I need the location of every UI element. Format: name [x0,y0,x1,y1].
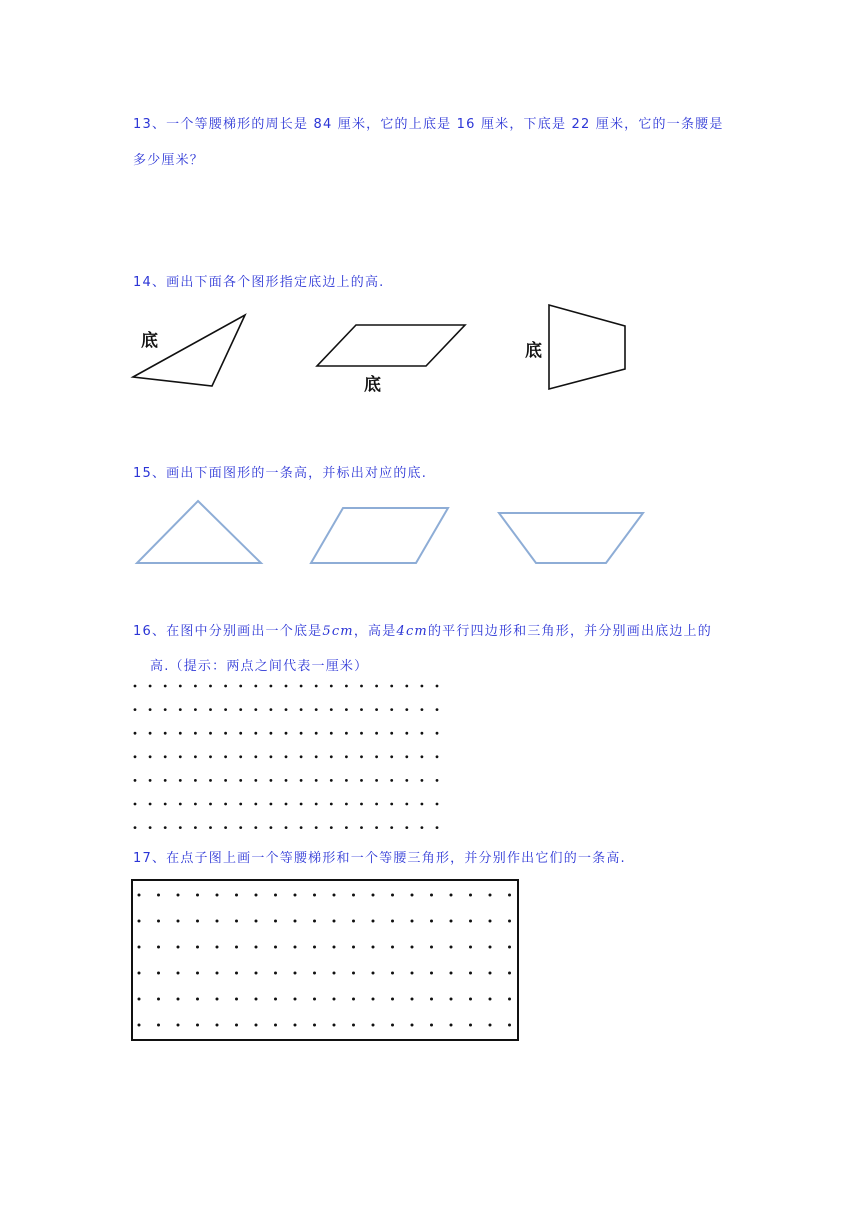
q13-line1: 13、一个等腰梯形的周长是 84 厘米，它的上底是 16 厘米，下底是 22 厘米，它的一条腰是 [133,117,724,132]
q16-grid-dot [194,732,197,735]
q16-grid-dot [134,803,137,806]
q17-grid-dot [430,946,433,949]
q16-grid-dot [134,779,137,782]
q17-grid-dot [157,920,160,923]
q16-grid-dot [149,803,152,806]
q16-grid-dot [239,803,242,806]
q16-grid-dot [164,779,167,782]
q17-grid-dot [430,972,433,975]
q16-base-unit: cm [331,624,354,639]
q16-grid-dot [270,732,273,735]
q16-grid-dot [360,779,363,782]
q16-grid-dot [209,732,212,735]
q17-grid-dot [352,894,355,897]
q15-trapezoid [499,513,643,563]
q16-grid-dot [345,685,348,688]
q17-grid-dot [196,920,199,923]
q16-height-unit: cm [405,624,428,639]
q16-grid-dot [194,826,197,829]
q14-parallelogram [317,325,465,366]
q17-grid-dot [157,998,160,1001]
q17-grid-dot [177,998,180,1001]
q16-grid-dot [421,826,424,829]
q17-grid-dot [196,894,199,897]
q16-grid-dot [330,779,333,782]
q17-grid-dot [391,894,394,897]
q17-grid-dot [274,998,277,1001]
q17-grid-dot [138,946,141,949]
q17-grid-dot [255,894,258,897]
q16-grid-dot [405,826,408,829]
q17-grid-dot [489,972,492,975]
q16-grid-dot [134,755,137,758]
q17-grid-dot [411,946,414,949]
q16-grid-dot [345,708,348,711]
q17-grid-dot [508,894,511,897]
q16-grid-dot [390,732,393,735]
q17-grid-dot [313,998,316,1001]
q17-grid-dot [216,1024,219,1027]
q17-grid-dot [138,894,141,897]
q16-grid-dot [315,685,318,688]
q16-grid-dot [315,708,318,711]
q16-grid-dot [224,755,227,758]
q17-grid-dot [391,920,394,923]
q17-grid-dot [489,946,492,949]
q17-grid-dot [430,1024,433,1027]
q16-grid-dot [179,732,182,735]
q16-grid-dot [270,685,273,688]
q16-grid-dot [345,779,348,782]
q16-grid-dot [345,803,348,806]
q16-grid-dot [270,755,273,758]
q16-grid-dot [239,685,242,688]
q16-grid-dot [270,779,273,782]
q16-grid-dot [390,708,393,711]
q16-grid-dot [254,708,257,711]
q16-grid-dot [405,779,408,782]
q16-grid-dot [239,826,242,829]
q16-grid-dot [345,755,348,758]
q16-grid-dot [254,685,257,688]
q16-grid-dot [134,732,137,735]
q16-grid-dot [239,708,242,711]
q17-grid-dot [430,894,433,897]
q17-grid-dot [391,946,394,949]
q16-grid-dot [149,708,152,711]
q17-grid-dot [450,920,453,923]
q16-grid-dot [436,685,439,688]
q17-grid-dot [274,1024,277,1027]
q17-grid-dot [352,920,355,923]
q17-grid-dot [469,894,472,897]
q16-grid-dot [360,732,363,735]
q16-grid-dot [390,685,393,688]
q16-grid-dot [285,732,288,735]
q16-grid-dot [239,779,242,782]
q16-grid-dot [330,755,333,758]
q17-grid-dot [235,894,238,897]
q17-grid-dot [177,1024,180,1027]
q16-grid-dot [421,732,424,735]
q17-grid-dot [411,894,414,897]
q17-grid-dot [469,1024,472,1027]
q17-grid-dot [333,1024,336,1027]
q17-grid-dot [177,946,180,949]
q17-grid-dot [313,894,316,897]
q17-grid-dot [196,998,199,1001]
q17-grid-dot [469,946,472,949]
q16-grid-dot [421,685,424,688]
q17-grid-dot [450,1024,453,1027]
q16-grid-dot [194,685,197,688]
q17-grid-dot [469,998,472,1001]
q17-grid-dot [313,946,316,949]
q17-grid-dot [411,998,414,1001]
q16-grid-dot [360,803,363,806]
q16-grid-dot [285,779,288,782]
q17-grid-dot [372,972,375,975]
q16-grid-dot [164,685,167,688]
q16-grid-dot [179,803,182,806]
q16-grid-dot [194,755,197,758]
q16-grid-dot [179,779,182,782]
q17-grid-dot [157,972,160,975]
q17-grid-dot [411,972,414,975]
q17-grid-dot [333,894,336,897]
q16-grid-dot [375,826,378,829]
q16-grid-dot [405,755,408,758]
q16-grid-dot [194,708,197,711]
q17-grid-dot [391,972,394,975]
q17-grid-dot [372,920,375,923]
q17-grid-dot [274,920,277,923]
q16-grid-dot [209,685,212,688]
q16-grid-dot [390,803,393,806]
q16-grid-dot [330,685,333,688]
q16-grid-dot [224,708,227,711]
q17-grid-dot [352,972,355,975]
q16-grid-dot [224,826,227,829]
q17-grid-dot [508,1024,511,1027]
q16-grid-dot [405,803,408,806]
q16-grid-dot [270,826,273,829]
q17-grid-dot [157,1024,160,1027]
q16-grid-dot [315,755,318,758]
q17-grid-dot [216,946,219,949]
q17-grid-dot [177,920,180,923]
q16-grid-dot [164,755,167,758]
q16-grid-dot [375,732,378,735]
q17-grid-dot [235,998,238,1001]
q17-grid-dot [352,998,355,1001]
q17-grid-dot [216,894,219,897]
q17-grid-dot [196,946,199,949]
q16-grid-dot [330,826,333,829]
q17-grid-dot [138,920,141,923]
q17-grid-dot [313,920,316,923]
q16-grid-dot [300,732,303,735]
q16-grid-dot [209,779,212,782]
q16-grid-dot [300,779,303,782]
q14-triangle-base-label: 底 [141,331,158,351]
q16-mid: ，高是 [353,624,397,639]
q16-grid-dot [300,685,303,688]
q16-grid-dot [375,708,378,711]
q16-grid-dot [254,732,257,735]
q16-grid-dot [436,826,439,829]
q16-grid-dot [375,685,378,688]
q16-grid-dot [149,755,152,758]
q16-grid-dot [239,755,242,758]
q16-grid-dot [285,685,288,688]
q16-suffix: 的平行四边形和三角形，并分别画出底边上的 [427,624,712,639]
q17-grid-dot [508,946,511,949]
q16-grid-dot [224,779,227,782]
q16-grid-dot [285,826,288,829]
q14-parallelogram-base-label: 底 [364,375,381,395]
q16-grid-dot [390,755,393,758]
q17-grid-dot [430,920,433,923]
q17-grid-dot [294,920,297,923]
q17-grid-dot [274,894,277,897]
q17-grid-dot [372,1024,375,1027]
q16-prefix: 16、在图中分别画出一个底是 [133,624,323,639]
q16-grid-dot [209,755,212,758]
q17-grid-dot [177,894,180,897]
q16-grid-dot [164,826,167,829]
q15-parallelogram [311,508,448,563]
q16-grid-dot [179,708,182,711]
q17-grid-dot [391,998,394,1001]
q16-grid-dot [270,708,273,711]
q16-grid-dot [375,779,378,782]
q17-grid-dot [274,972,277,975]
q16-grid-dot [239,732,242,735]
q16-grid-dot [360,685,363,688]
q17-grid-dot [411,920,414,923]
q16-grid-dot [164,708,167,711]
q16-grid-dot [300,826,303,829]
q16-grid-dot [134,685,137,688]
q17-grid-dot [235,920,238,923]
q17-grid-dot [489,998,492,1001]
q16-grid-dot [436,755,439,758]
q17-grid-dot [196,972,199,975]
q16-grid-dot [300,803,303,806]
q17-grid-dot [352,1024,355,1027]
q16-grid-dot [149,732,152,735]
q16-grid-dot [315,732,318,735]
q16-grid-dot [285,755,288,758]
q16-grid-dot [194,779,197,782]
q17-grid-dot [196,1024,199,1027]
q16-grid-dot [390,779,393,782]
q16-grid-dot [179,826,182,829]
q16-grid-dot [345,732,348,735]
q17-grid-frame [132,880,518,1040]
q16-grid-dot [375,803,378,806]
q16-grid-dot [405,708,408,711]
q16-grid-dot [330,732,333,735]
q17-grid-dot [313,1024,316,1027]
q16-grid-dot [330,803,333,806]
q16-grid-dot [254,803,257,806]
q16-grid-dot [436,803,439,806]
q17-grid-dot [216,920,219,923]
q16-grid-dot [405,732,408,735]
q16-grid-dot [390,826,393,829]
q17-grid-dot [430,998,433,1001]
q16-grid-dot [421,803,424,806]
q17-grid-dot [157,894,160,897]
q14-trapezoid [549,305,625,389]
q17-grid-dot [352,946,355,949]
q17-grid-dot [294,946,297,949]
q16-grid-dot [164,803,167,806]
q16-grid-dot [224,685,227,688]
q16-line2: 高.（提示：两点之间代表一厘米） [150,659,369,674]
q16-grid-dot [179,755,182,758]
q16-grid-dot [209,803,212,806]
q16-grid-dot [300,708,303,711]
q17-grid-dot [508,998,511,1001]
q16-grid-dot [300,755,303,758]
q17-grid-dot [489,920,492,923]
q16-grid-dot [149,826,152,829]
q16-grid-dot [315,803,318,806]
q16-grid-dot [149,779,152,782]
q16-grid-dot [164,732,167,735]
q15-triangle [137,501,261,563]
q16-grid-dot [209,708,212,711]
q17-grid-dot [372,998,375,1001]
q17-grid-dot [255,998,258,1001]
q17-grid-dot [138,998,141,1001]
q14-text: 14、画出下面各个图形指定底边上的高. [133,275,385,290]
q16-grid-dot [421,708,424,711]
q17-grid-dot [255,1024,258,1027]
q17-grid-dot [235,946,238,949]
q17-grid-dot [450,946,453,949]
q17-grid-dot [138,972,141,975]
q16-grid-dot [436,779,439,782]
q16-grid-dot [270,803,273,806]
q16-grid-dot [421,779,424,782]
q16-grid-dot [360,826,363,829]
q14-triangle [133,315,245,386]
q17-grid-dot [235,972,238,975]
q16-grid-dot [209,826,212,829]
q17-grid-dot [177,972,180,975]
q16-grid-dot [330,708,333,711]
q17-grid-dot [157,946,160,949]
q17-grid-dot [216,972,219,975]
q17-grid-dot [391,1024,394,1027]
q16-grid-dot [375,755,378,758]
q16-grid-dot [179,685,182,688]
q17-grid-dot [294,998,297,1001]
q16-grid-dot [345,826,348,829]
q16-grid-dot [194,803,197,806]
q17-grid-dot [333,972,336,975]
q17-grid-dot [313,972,316,975]
q16-grid-dot [360,708,363,711]
q16-grid-dot [405,685,408,688]
q16-grid-dot [134,708,137,711]
q16-base-value: 5 [322,624,332,639]
q16-grid-dot [360,755,363,758]
q16-grid-dot [134,826,137,829]
q17-grid-dot [450,998,453,1001]
q13-line2: 多少厘米？ [133,153,205,168]
q17-grid-dot [294,894,297,897]
q16-grid-dot [149,685,152,688]
q17-text: 17、在点子图上画一个等腰梯形和一个等腰三角形，并分别作出它们的一条高. [133,851,626,866]
q17-grid-dot [274,946,277,949]
q17-grid-dot [508,920,511,923]
q17-grid-dot [372,894,375,897]
q16-grid-dot [224,732,227,735]
q17-grid-dot [411,1024,414,1027]
q17-grid-dot [450,894,453,897]
q17-grid-dot [294,972,297,975]
q17-grid-dot [450,972,453,975]
q16-grid-dot [285,708,288,711]
q16-grid-dot [285,803,288,806]
q17-grid-dot [333,998,336,1001]
q17-grid-dot [294,1024,297,1027]
q16-height-value: 4 [396,624,406,639]
q16-grid-dot [436,732,439,735]
q15-text: 15、画出下面图形的一条高，并标出对应的底. [133,466,428,481]
q16-grid-dot [436,708,439,711]
q16-grid-dot [254,779,257,782]
q17-grid-dot [255,946,258,949]
q16-grid-dot [315,826,318,829]
q17-grid-dot [216,998,219,1001]
q17-grid-dot [469,972,472,975]
q14-trapezoid-base-label: 底 [525,341,542,361]
q16-grid-dot [254,826,257,829]
q16-line1 [133,620,712,639]
q17-grid-dot [372,946,375,949]
q17-grid-dot [469,920,472,923]
q17-grid-dot [235,1024,238,1027]
q17-grid-dot [255,972,258,975]
q17-grid-dot [138,1024,141,1027]
q17-grid-dot [508,972,511,975]
q16-grid-dot [421,755,424,758]
q16-grid-dot [254,755,257,758]
q16-grid-dot [315,779,318,782]
q17-grid-dot [489,894,492,897]
q17-grid-dot [255,920,258,923]
q17-grid-dot [333,946,336,949]
q17-grid-dot [489,1024,492,1027]
q17-grid-dot [333,920,336,923]
q16-grid-dot [224,803,227,806]
